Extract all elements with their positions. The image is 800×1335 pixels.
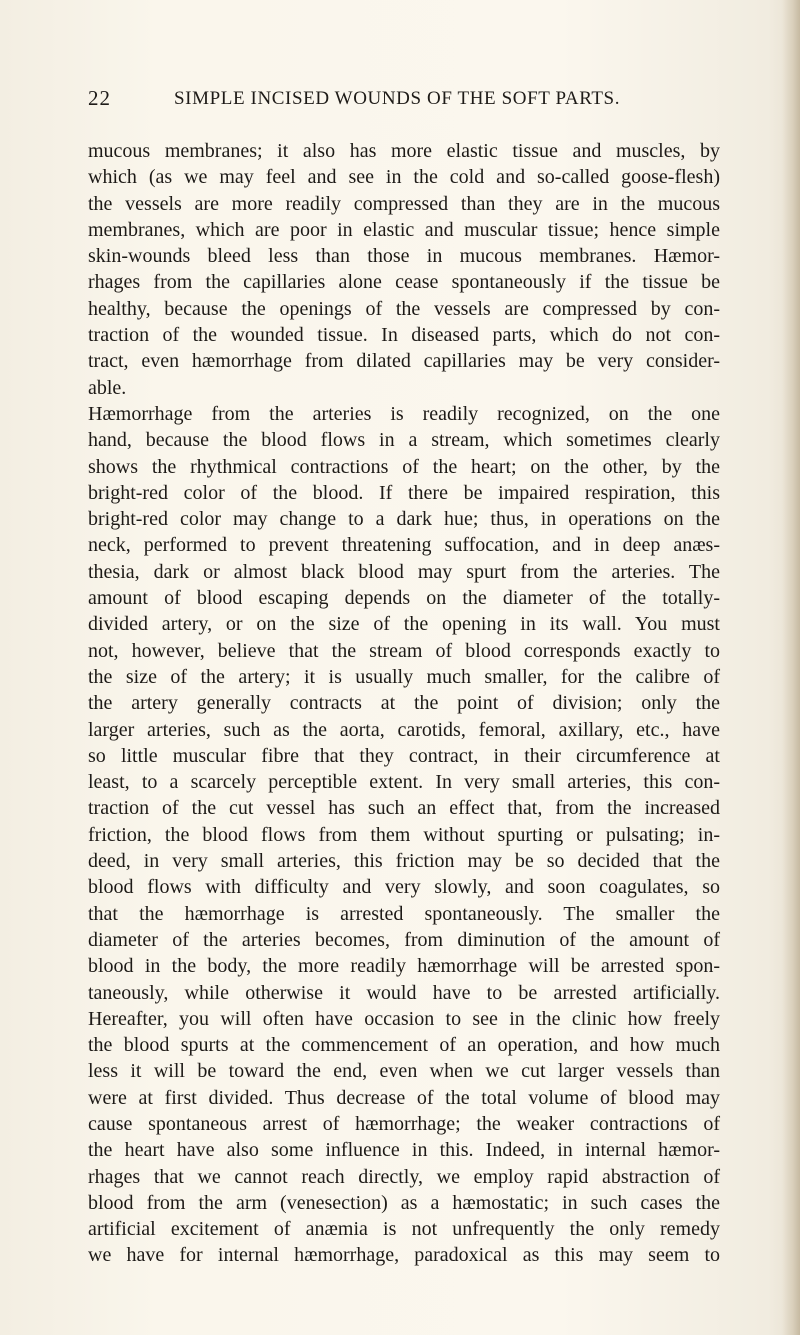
page-header: [88, 86, 728, 116]
text-line: the artery generally contracts at the point of division; only the: [88, 692, 720, 715]
text-line: blood from the arm (venesection) as a hæmostatic; in such cases the: [88, 1191, 720, 1214]
text-line: amount of blood escaping depends on the diameter of the totally-: [88, 587, 720, 610]
text-line: mucous membranes; it also has more elastic tissue and muscles, by: [88, 140, 720, 162]
text-line: Hereafter, you will often have occasion to see in the clinic how freely: [88, 1007, 720, 1030]
text-line: divided artery, or on the size of the opening in its wall. You must: [88, 613, 720, 636]
text-line: the vessels are more readily compressed than they are in the mucous: [88, 192, 720, 215]
text-line: taneously, while otherwise it would have to be arrested artificially.: [88, 981, 720, 1004]
text-line: thesia, dark or almost black blood may spurt from the arteries. The: [88, 560, 720, 583]
text-line: which (as we may feel and see in the cold and so-called goose-flesh): [88, 166, 720, 189]
text-line: the blood spurts at the commencement of an operation, and how much: [88, 1034, 720, 1057]
text-line: neck, performed to prevent threatening suffocation, and in deep anæs-: [88, 534, 720, 557]
text-line: larger arteries, such as the aorta, carotids, femoral, axillary, etc., have: [88, 718, 720, 741]
text-line: bright-red color of the blood. If there be impaired respiration, this: [88, 481, 720, 504]
text-line: healthy, because the openings of the vessels are compressed by con-: [88, 297, 720, 320]
text-line: able.: [88, 376, 127, 399]
text-line: we have for internal hæmorrhage, paradoxical as this may seem to: [88, 1244, 720, 1267]
text-line: skin-wounds bleed less than those in mucous membranes. Hæmor-: [88, 245, 720, 268]
paragraph-start-line: Hæmorrhage from the arteries is readily recognized, on the one: [88, 402, 720, 425]
text-line: artificial excitement of anæmia is not unfrequently the only remedy: [88, 1218, 720, 1241]
text-line: rhages from the capillaries alone cease spontaneously if the tissue be: [88, 271, 720, 294]
running-head: SIMPLE INCISED WOUNDS OF THE SOFT PARTS.: [174, 88, 621, 109]
text-line: tract, even hæmorrhage from dilated capillaries may be very consider-: [88, 350, 720, 373]
text-line: bright-red color may change to a dark hue; thus, in operations on the: [88, 508, 720, 531]
text-line: hand, because the blood flows in a stream, which sometimes clearly: [88, 429, 720, 452]
text-line: friction, the blood flows from them without spurting or pulsating; in-: [88, 823, 720, 846]
text-line: rhages that we cannot reach directly, we employ rapid abstraction of: [88, 1165, 720, 1188]
text-line: the size of the artery; it is usually much smaller, for the calibre of: [88, 665, 720, 688]
text-line: blood flows with difficulty and very slowly, and soon coagulates, so: [88, 876, 720, 899]
page-edge-shadow: [782, 0, 800, 1335]
text-line: the heart have also some influence in this. Indeed, in internal hæmor-: [88, 1139, 720, 1162]
text-line: so little muscular fibre that they contract, in their circumference at: [88, 744, 720, 767]
text-line: blood in the body, the more readily hæmorrhage will be arrested spon-: [88, 955, 720, 978]
text-line: traction of the wounded tissue. In diseased parts, which do not con-: [88, 324, 720, 347]
text-line: shows the rhythmical contractions of the heart; on the other, by the: [88, 455, 720, 478]
text-line: cause spontaneous arrest of hæmorrhage; the weaker contractions of: [88, 1112, 720, 1135]
text-line: membranes, which are poor in elastic and muscular tissue; hence simple: [88, 218, 720, 241]
text-line: diameter of the arteries becomes, from diminution of the amount of: [88, 928, 720, 951]
text-line: less it will be toward the end, even when we cut larger vessels than: [88, 1060, 720, 1083]
text-line: were at first divided. Thus decrease of the total volume of blood may: [88, 1086, 720, 1109]
text-line: deed, in very small arteries, this friction may be so decided that the: [88, 850, 720, 873]
text-line: that the hæmorrhage is arrested spontaneously. The smaller the: [88, 902, 720, 925]
text-line: traction of the cut vessel has such an effect that, from the increased: [88, 797, 720, 820]
text-line: least, to a scarcely perceptible extent. In very small arteries, this con-: [88, 771, 720, 794]
page-number: 22: [88, 86, 111, 110]
body-text: [88, 138, 720, 1269]
text-line: not, however, believe that the stream of blood corresponds exactly to: [88, 639, 720, 662]
